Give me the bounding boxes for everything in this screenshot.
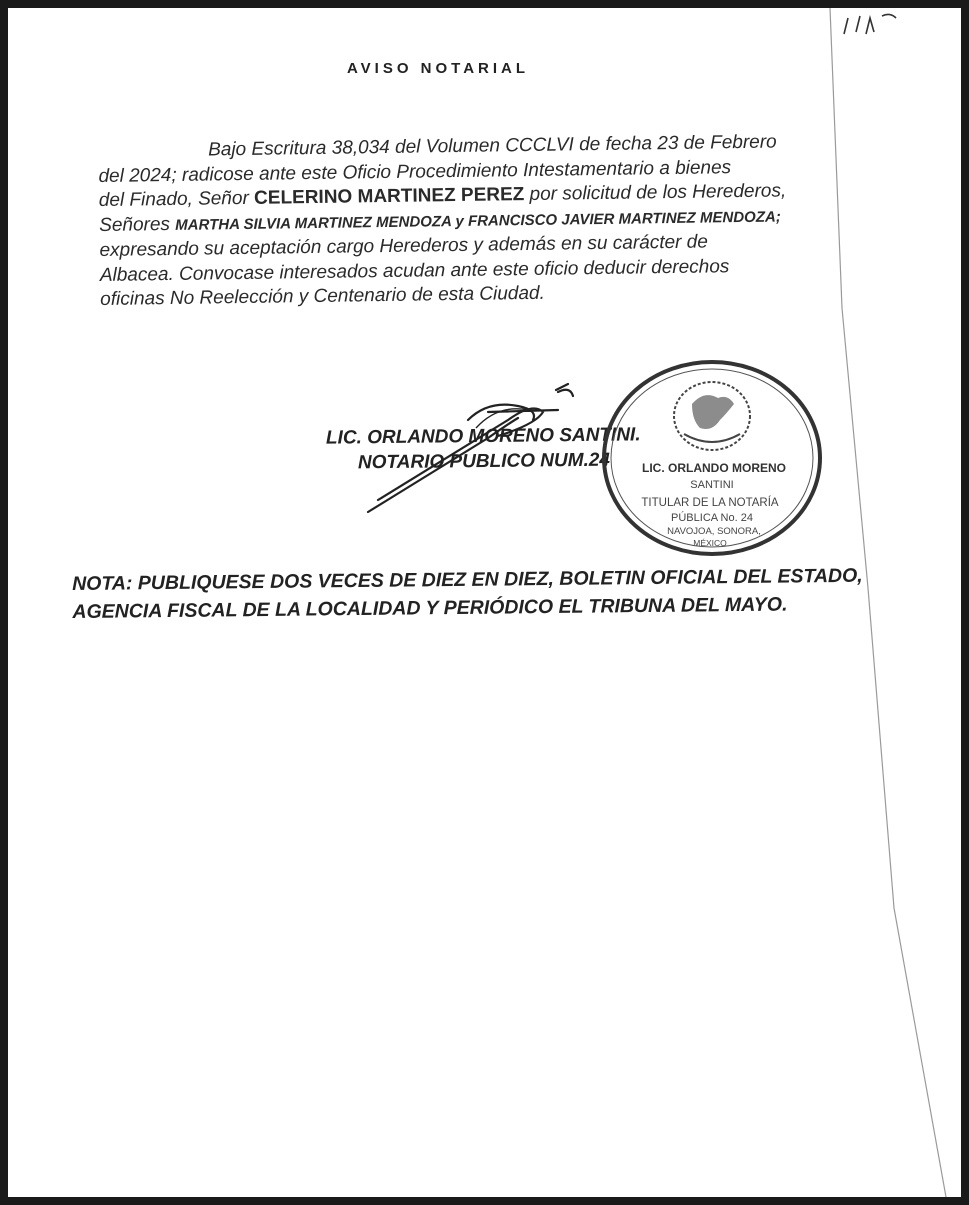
document-page xyxy=(8,8,961,1197)
body-text-segment: Albacea. Convocase interesados acudan ante este oficio deducir derechos xyxy=(99,255,730,286)
body-text-segment: oficinas No Reelección y Centenario de esta Ciudad. xyxy=(100,282,545,310)
notice-body xyxy=(98,129,900,313)
body-text-segment: Bajo Escritura 38,034 del Volumen CCCLVI de fecha 23 de Febrero xyxy=(208,131,777,161)
seal-text-line: MÉXICO xyxy=(693,538,727,548)
note-line-2: AGENCIA FISCAL DE LA LOCALIDAD Y PERIÓDICO EL TRIBUNA DEL MAYO. xyxy=(72,593,788,623)
signer-name: LIC. ORLANDO MORENO SANTINI. xyxy=(325,424,641,449)
seal-text-line: PÚBLICA No. 24 xyxy=(671,512,753,524)
publication-note xyxy=(72,562,863,626)
seal-text-line: TITULAR DE LA NOTARÍA xyxy=(641,497,779,509)
body-text-segment: Señores xyxy=(99,213,176,236)
body-text-segment: expresando su aceptación cargo Herederos y además en su carácter de xyxy=(99,231,708,261)
handwritten-mark xyxy=(838,10,918,40)
name-highlight: MARTHA SILVIA MARTINEZ MENDOZA y FRANCISCO JAVIER MARTINEZ MENDOZA; xyxy=(175,207,781,234)
seal-text-line: SANTINI xyxy=(690,479,734,491)
note-line-1: NOTA: PUBLIQUESE DOS VECES DE DIEZ EN DIEZ, BOLETIN OFICIAL DEL ESTADO, xyxy=(72,564,863,595)
notary-seal xyxy=(592,354,832,562)
seal-text-line: NAVOJOA, SONORA, xyxy=(667,526,761,537)
eagle-emblem-icon xyxy=(674,382,750,450)
signer-title: NOTARIO PUBLICO NUM.24 xyxy=(357,449,611,474)
body-text-segment: por solicitud de los Herederos, xyxy=(524,180,787,206)
body-text-segment: del 2024; radicose ante este Oficio Procedimiento Intestamentario a bienes xyxy=(98,156,732,187)
name-highlight: CELERINO MARTINEZ PEREZ xyxy=(253,184,525,209)
seal-text-line: LIC. ORLANDO MORENO xyxy=(642,461,786,475)
body-text-segment: del Finado, Señor xyxy=(98,187,255,211)
document-title: AVISO NOTARIAL xyxy=(346,60,530,77)
